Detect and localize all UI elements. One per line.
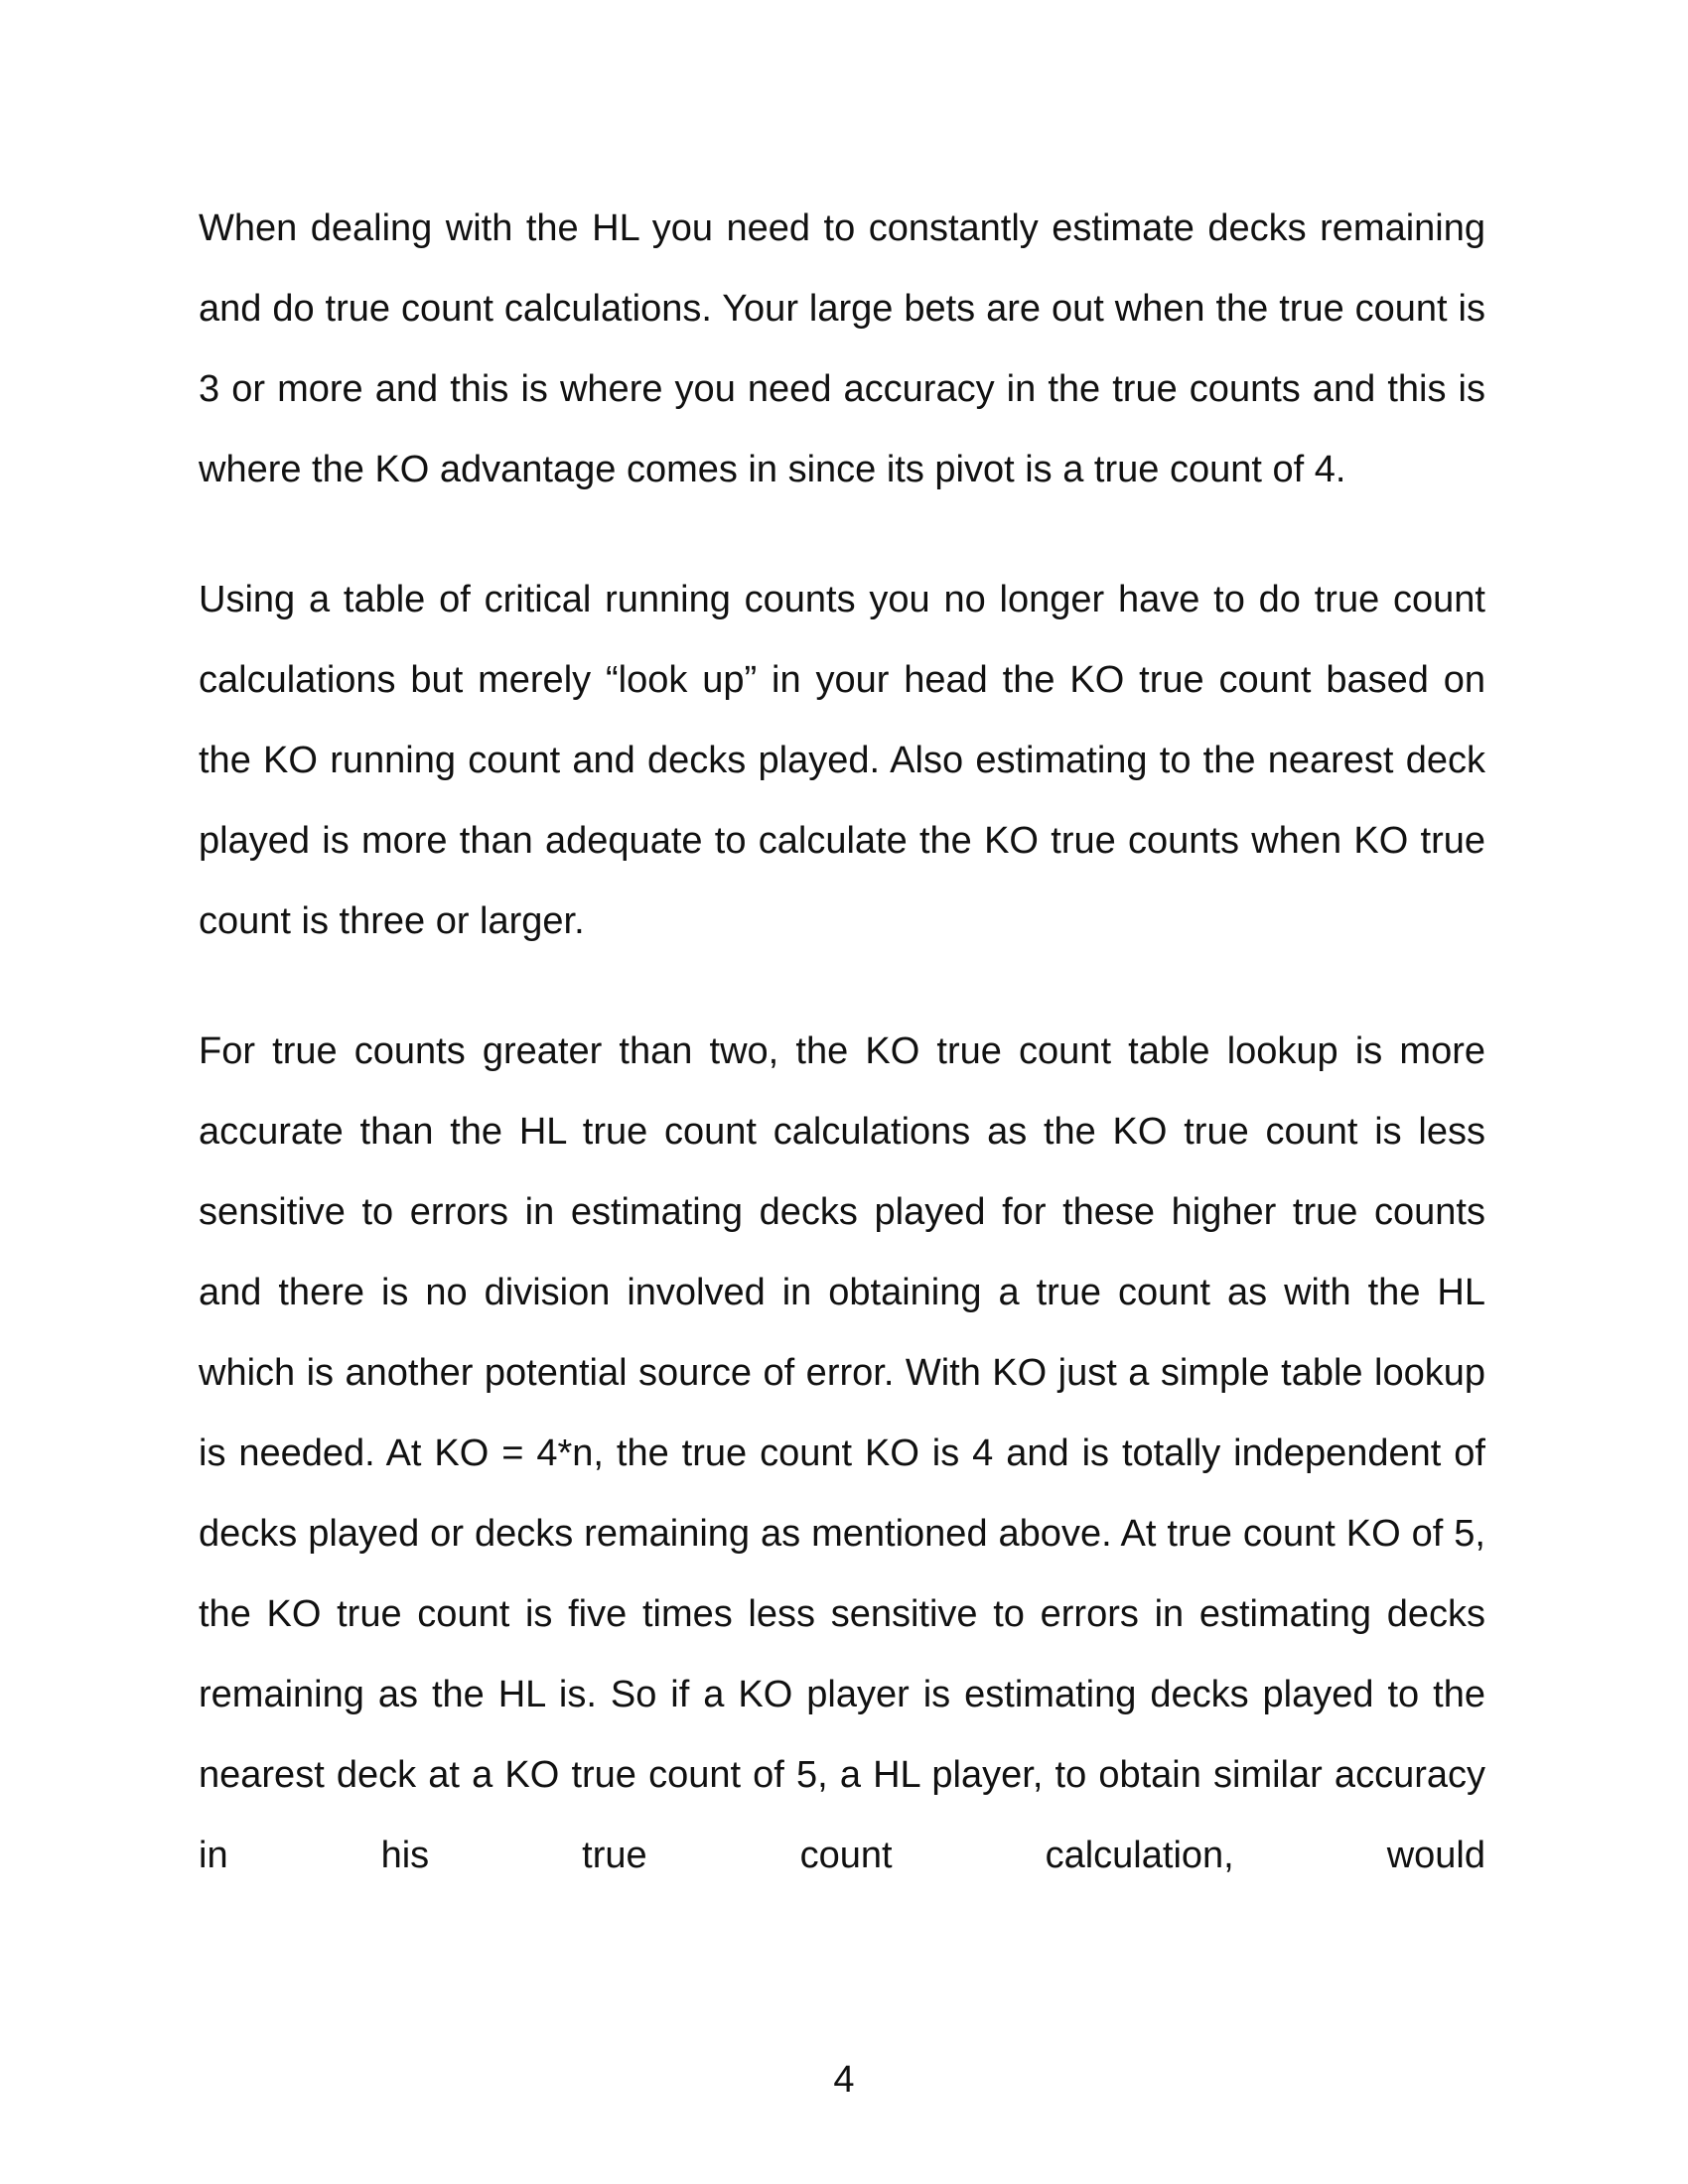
- paragraph-1: When dealing with the HL you need to constantly estimate decks remaining and do true count calculations. Your large bets are out when the true count is 3 or more and this is where you need accuracy in the true counts and this is where the KO advantage comes in since its pivot is a true count of 4.: [199, 207, 1485, 490]
- page-number: 4: [833, 2059, 855, 2101]
- paragraph-3: For true counts greater than two, the KO true count table lookup is more accurate than the HL true count calculations as the KO true count is less sensitive to errors in estimating decks played for these higher true counts and there is no division involved in obtaining a true count as with the HL which is another potential source of error. With KO just a simple table lookup is needed. At KO = 4*n, the true count KO is 4 and is totally independent of decks played or decks remaining as mentioned above. At true count KO of 5, the KO true count is five times less sensitive to errors in estimating decks remaining as the HL is. So if a KO player is estimating decks played to the nearest deck at a KO true count of 5, a HL player, to obtain similar accuracy in his true count calculation, would: [199, 1030, 1485, 1876]
- body-text: [199, 189, 1485, 1896]
- paragraph-2: Using a table of critical running counts you no longer have to do true count calculations but merely “look up” in your head the KO true count based on the KO running count and decks played. Also estimating to the nearest deck played is more than adequate to calculate the KO true counts when KO true count is three or larger.: [199, 579, 1485, 942]
